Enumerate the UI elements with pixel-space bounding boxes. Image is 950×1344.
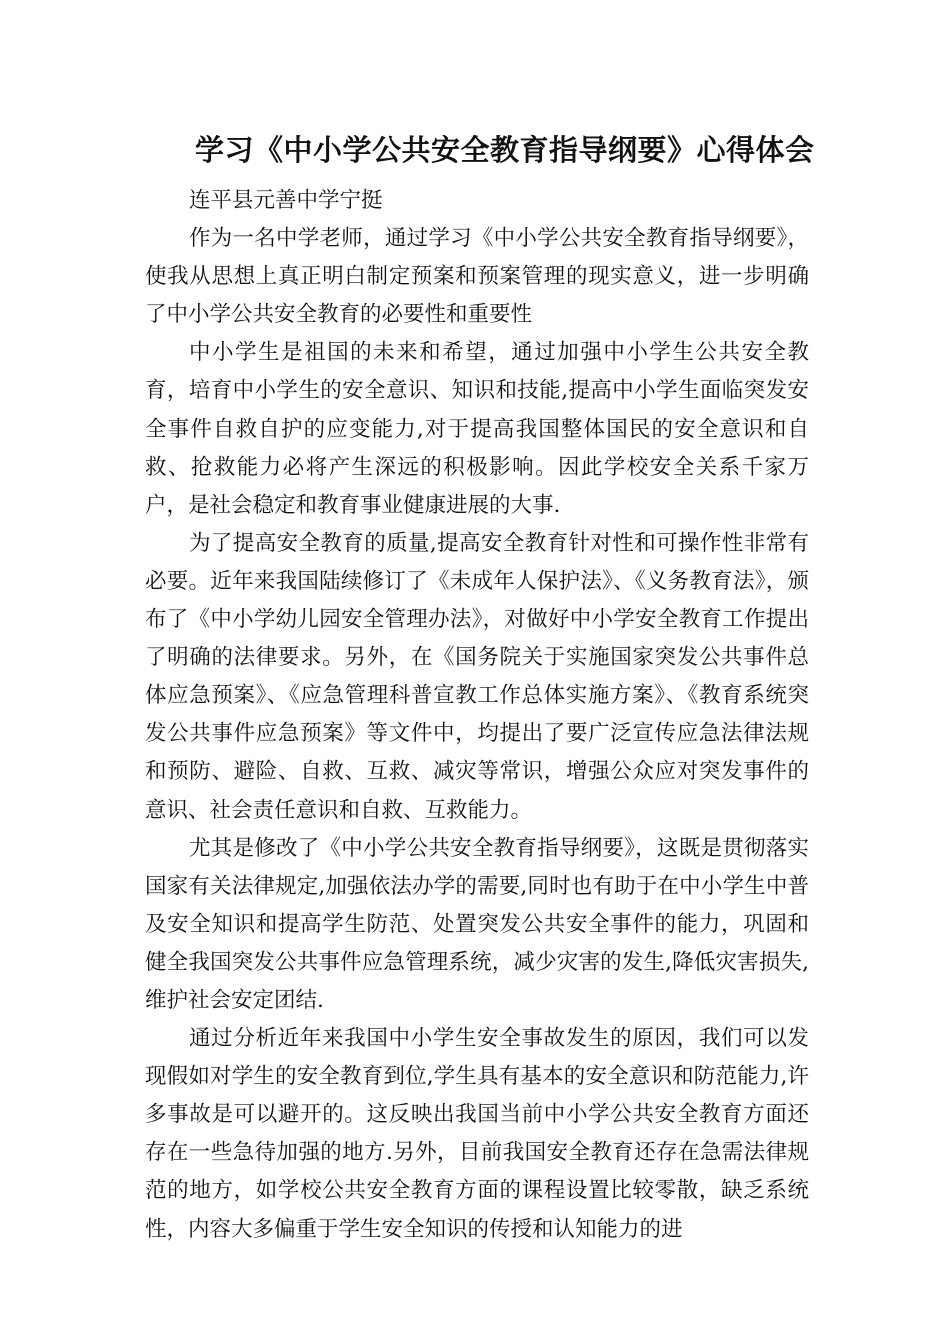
- paragraph-5: 通过分析近年来我国中小学生安全事故发生的原因，我们可以发现假如对学生的安全教育到位,学生具有基本的安全意识和防范能力,许多事故是可以避开的。这反映出我国当前中小学公共安全教育方面还存在一些急待加强的地方.另外，目前我国安全教育还存在急需法律规范的地方，如学校公共安全教育方面的课程设置比较零散，缺乏系统性，内容大多偏重于学生安全知识的传授和认知能力的进: [145, 1026, 809, 1242]
- author-line: 连平县元善中学宁挺: [189, 188, 383, 213]
- document-title: 学习《中小学公共安全教育指导纲要》心得体会: [195, 133, 815, 167]
- paragraph-1: 作为一名中学老师，通过学习《中小学公共安全教育指导纲要》，使我从思想上真正明白制定预案和预案管理的现实意义，进一步明确了中小学公共安全教育的必要性和重要性: [145, 226, 809, 328]
- document-body: [145, 182, 809, 1249]
- paragraph-2: 中小学生是祖国的未来和希望，通过加强中小学生公共安全教育，培育中小学生的安全意识、知识和技能,提高中小学生面临突发安全事件自救自护的应变能力,对于提高我国整体国民的安全意识和自救、抢救能力必将产生深远的积极影响。因此学校安全关系千家万户，是社会稳定和教育事业健康进展的大事.: [145, 340, 809, 518]
- paragraph-3: 为了提高安全教育的质量,提高安全教育针对性和可操作性非常有必要。近年来我国陆续修订了《未成年人保护法》、《义务教育法》，颁布了《中小学幼儿园安全管理办法》，对做好中小学安全教育工作提出了明确的法律要求。另外，在《国务院关于实施国家突发公共事件总体应急预案》、《应急管理科普宣教工作总体实施方案》、《教育系统突发公共事件应急预案》等文件中，均提出了要广泛宣传应急法律法规和预防、避险、自救、互救、减灾等常识，增强公众应对突发事件的意识、社会责任意识和自救、互救能力。: [145, 530, 809, 823]
- paragraph-4: 尤其是修改了《中小学公共安全教育指导纲要》，这既是贯彻落实国家有关法律规定,加强依法办学的需要,同时也有助于在中小学生中普及安全知识和提高学生防范、处置突发公共安全事件的能力，巩固和健全我国突发公共事件应急管理系统，减少灾害的发生,降低灾害损失,维护社会安定团结.: [145, 835, 809, 1013]
